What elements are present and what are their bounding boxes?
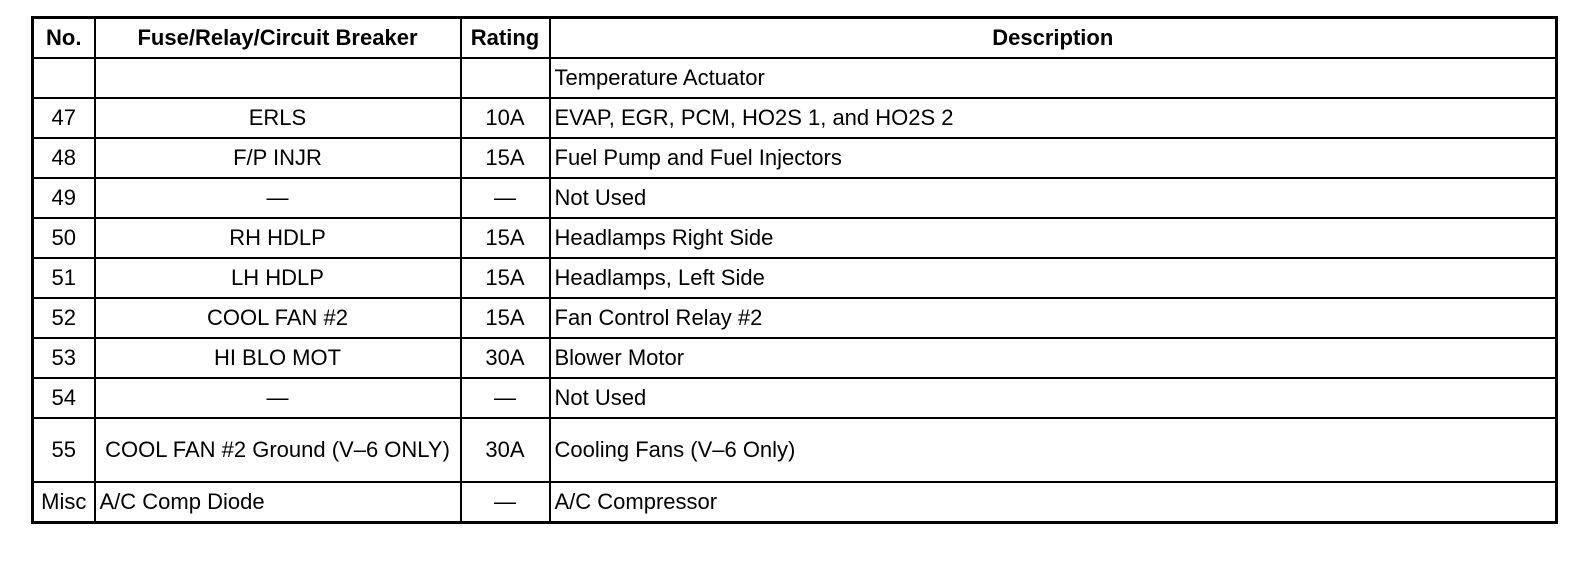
cell-description: Blower Motor — [550, 338, 1557, 378]
header-fuse: Fuse/Relay/Circuit Breaker — [95, 18, 461, 59]
cell-no: 49 — [33, 178, 95, 218]
cell-rating: 15A — [461, 258, 550, 298]
cell-no: 47 — [33, 98, 95, 138]
table-row — [33, 418, 1557, 482]
cell-rating: 30A — [461, 338, 550, 378]
cell-fuse: RH HDLP — [95, 218, 461, 258]
cell-description: Temperature Actuator — [550, 58, 1557, 98]
table-row — [33, 482, 1557, 523]
cell-fuse: — — [95, 378, 461, 418]
cell-fuse: F/P INJR — [95, 138, 461, 178]
cell-no: 48 — [33, 138, 95, 178]
cell-description: Cooling Fans (V–6 Only) — [550, 418, 1557, 482]
table-row — [33, 338, 1557, 378]
cell-no: Misc — [33, 482, 95, 523]
table-row — [33, 258, 1557, 298]
cell-description: Not Used — [550, 178, 1557, 218]
cell-description: A/C Compressor — [550, 482, 1557, 523]
cell-no: 52 — [33, 298, 95, 338]
cell-rating: 30A — [461, 418, 550, 482]
cell-rating: — — [461, 178, 550, 218]
cell-fuse: HI BLO MOT — [95, 338, 461, 378]
table-row — [33, 298, 1557, 338]
header-rating: Rating — [461, 18, 550, 59]
header-no: No. — [33, 18, 95, 59]
cell-fuse: — — [95, 178, 461, 218]
cell-no: 53 — [33, 338, 95, 378]
cell-description: Not Used — [550, 378, 1557, 418]
cell-fuse — [95, 58, 461, 98]
cell-fuse: COOL FAN #2 Ground (V–6 ONLY) — [95, 418, 461, 482]
cell-rating: 15A — [461, 138, 550, 178]
cell-description: EVAP, EGR, PCM, HO2S 1, and HO2S 2 — [550, 98, 1557, 138]
cell-no — [33, 58, 95, 98]
cell-no: 54 — [33, 378, 95, 418]
table-row — [33, 138, 1557, 178]
cell-fuse: A/C Comp Diode — [95, 482, 461, 523]
cell-description: Fan Control Relay #2 — [550, 298, 1557, 338]
cell-no: 55 — [33, 418, 95, 482]
table-row — [33, 98, 1557, 138]
cell-fuse: LH HDLP — [95, 258, 461, 298]
cell-rating: 15A — [461, 298, 550, 338]
cell-no: 50 — [33, 218, 95, 258]
cell-rating: — — [461, 482, 550, 523]
cell-description: Headlamps, Left Side — [550, 258, 1557, 298]
table-row — [33, 218, 1557, 258]
cell-description: Fuel Pump and Fuel Injectors — [550, 138, 1557, 178]
cell-rating: 10A — [461, 98, 550, 138]
header-row — [33, 18, 1557, 59]
table-row — [33, 58, 1557, 98]
cell-fuse: COOL FAN #2 — [95, 298, 461, 338]
cell-rating: — — [461, 378, 550, 418]
cell-rating — [461, 58, 550, 98]
cell-description: Headlamps Right Side — [550, 218, 1557, 258]
cell-no: 51 — [33, 258, 95, 298]
table-row — [33, 378, 1557, 418]
cell-rating: 15A — [461, 218, 550, 258]
cell-fuse: ERLS — [95, 98, 461, 138]
header-description: Description — [550, 18, 1557, 59]
fuse-table — [31, 16, 1558, 524]
table-row — [33, 178, 1557, 218]
